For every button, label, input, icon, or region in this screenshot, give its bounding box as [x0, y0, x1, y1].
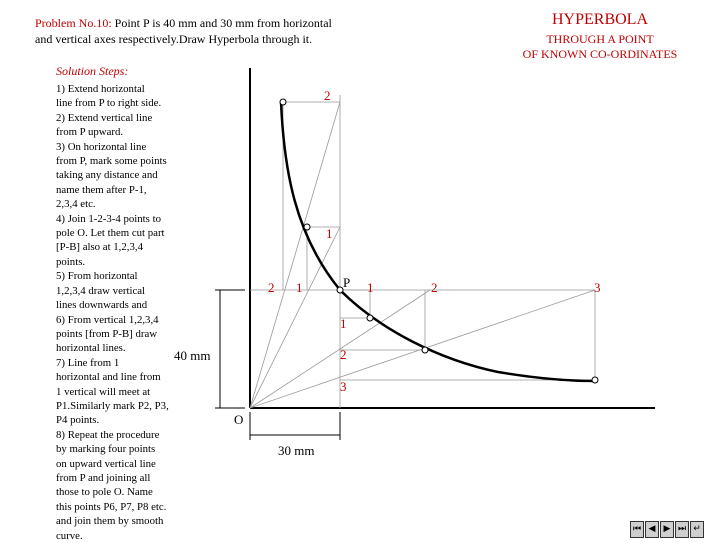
step-line: 3) On horizontal line	[56, 140, 147, 153]
step-line: and join them by smooth	[56, 515, 164, 528]
subtitle-line-1: THROUGH A POINT	[546, 32, 654, 46]
step-line: this points P6, P7, P8 etc.	[56, 500, 167, 513]
curve-point-lower-1	[367, 315, 373, 321]
nav-next-button[interactable]: ▶	[660, 521, 674, 538]
nav-last-button[interactable]: ⏭	[675, 521, 689, 538]
page-title: HYPERBOLA	[551, 11, 648, 28]
step-line: from P upward.	[56, 126, 124, 139]
step-line: name them after P-1,	[56, 183, 147, 196]
step-line: points.	[56, 255, 86, 268]
curve-point-lower-2	[422, 347, 428, 353]
problem-text-1: Point P is 40 mm and 30 mm from horizontal	[111, 16, 332, 30]
step-line: by marking four points	[56, 443, 156, 456]
step-line: [P-B] also at 1,2,3,4	[56, 241, 143, 254]
dim-label-30mm: 30 mm	[278, 443, 315, 458]
slide-nav-controls	[630, 521, 720, 540]
step-line: from P, mark some points	[56, 155, 167, 168]
step-line: 4) Join 1-2-3-4 points to	[56, 212, 161, 225]
dimension-30mm	[250, 412, 340, 440]
lower-label-2: 2	[340, 347, 347, 362]
step-line: 8) Repeat the procedure	[56, 428, 160, 441]
left-label-1: 1	[296, 280, 303, 295]
step-line: 7) Line from 1	[56, 356, 120, 369]
construction-lines	[250, 95, 595, 408]
step-line: horizontal and line from	[56, 371, 161, 384]
curve-point-upper-1	[304, 224, 310, 230]
dim-label-40mm: 40 mm	[174, 348, 211, 363]
dimension-40mm	[215, 290, 245, 408]
problem-text-2: and vertical axes respectively.Draw Hyperbola through it.	[35, 32, 313, 46]
step-line: 2,3,4 etc.	[56, 198, 96, 211]
step-line: 1) Extend horizontal	[56, 83, 145, 95]
curve-point-upper-2	[280, 99, 286, 105]
subtitle-line-2: OF KNOWN CO-ORDINATES	[522, 47, 678, 61]
origin-label: O	[234, 412, 244, 427]
step-line: 5) From horizontal	[56, 270, 138, 283]
nav-first-button[interactable]: ⏮	[630, 521, 644, 538]
step-line: P4 points.	[56, 414, 100, 427]
step-line: line from P to right side.	[56, 97, 162, 110]
point-p-label: P	[343, 275, 351, 290]
step-line: 2) Extend vertical line	[56, 111, 153, 124]
step-line: 1,2,3,4 draw vertical	[56, 284, 146, 297]
lower-label-1: 1	[340, 316, 347, 331]
lower-label-3: 3	[340, 379, 347, 394]
step-line: curve.	[56, 529, 83, 542]
right-label-1: 1	[367, 280, 374, 295]
step-line: those to pole O. Name	[56, 486, 153, 499]
step-line: pole O. Let them cut part	[56, 227, 165, 240]
step-line: lines downwards and	[56, 299, 148, 312]
problem-label: Problem No.10:	[35, 16, 112, 30]
upper-label-2: 2	[324, 88, 331, 103]
step-line: 1 vertical will meet at	[56, 385, 151, 398]
left-label-2: 2	[268, 280, 275, 295]
right-label-3: 3	[594, 280, 601, 295]
nav-prev-button[interactable]: ◀	[645, 521, 659, 538]
step-line: points [from P-B] draw	[56, 327, 158, 340]
nav-return-button[interactable]: ↵	[690, 521, 704, 538]
upper-label-1: 1	[326, 226, 333, 241]
curve-point-lower-3	[592, 377, 598, 383]
step-line: P1.Similarly mark P2, P3,	[56, 399, 169, 412]
step-line: taking any distance and	[56, 169, 158, 182]
step-line: from P and joining all	[56, 471, 151, 484]
step-line: 6) From vertical 1,2,3,4	[56, 313, 159, 326]
step-line: horizontal lines.	[56, 342, 126, 355]
marked-points	[280, 99, 598, 383]
step-line: on upward vertical line	[56, 457, 156, 470]
right-label-2: 2	[431, 280, 438, 295]
steps-heading: Solution Steps:	[56, 64, 129, 78]
